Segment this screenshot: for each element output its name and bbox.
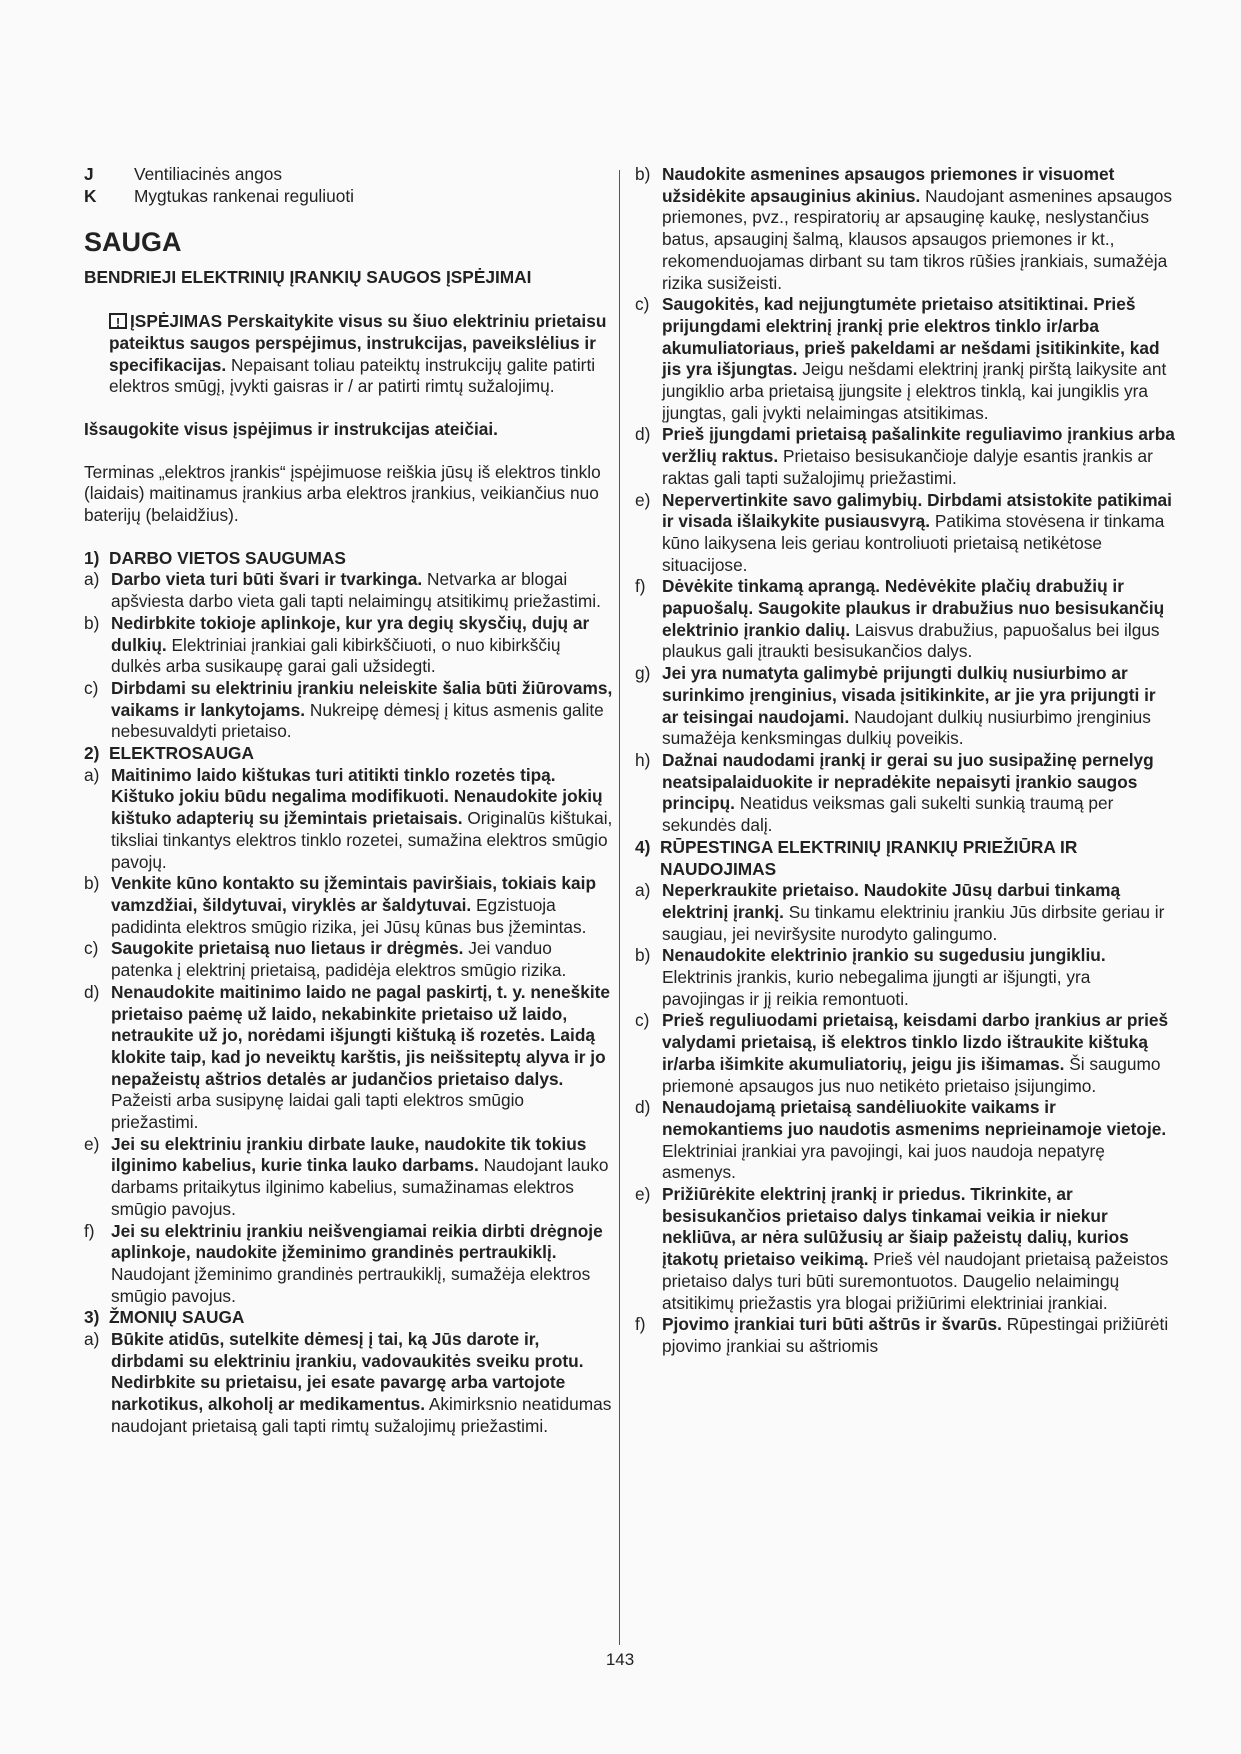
item-bold: Neperkraukite prietaiso. Naudokite Jūsų darbui tinkamą elektrinį įrankį. [662, 880, 1121, 922]
item-label: b) [635, 164, 651, 184]
item-text: Elektriniai įrankiai yra pavojingi, kai juos naudoja nepatyrę asmenys. [662, 1140, 1105, 1183]
legend-key: K [84, 185, 97, 206]
item-text: Jeigu nešdami elektrinį įrankį pirštą laikysite ant jungiklio arba prietaisą įjungsite į elektros tinklą, kai jungiklis yra įjungtas, gali įvykti nelaimingas atsitikimas. [662, 359, 1167, 423]
item-label: g) [635, 663, 651, 684]
list-item [635, 1314, 1175, 1357]
item-label: c) [635, 1010, 650, 1031]
list-item [635, 1184, 1175, 1314]
section-number: 2) [84, 743, 100, 764]
item-bold: Nedirbkite tokioje aplinkoje, kur yra degių skysčių, dujų ar dulkių. [111, 612, 590, 655]
item-text: Originalūs kištukai, tiksliai tinkantys elektros tinklo rozetei, sumažina elektros smūgio pavojų. [111, 808, 613, 872]
section-heading [635, 837, 1175, 880]
item-label: f) [635, 576, 646, 597]
item-bold: Pjovimo įrankiai turi būti aštrūs ir švarūs. [662, 1314, 1002, 1335]
item-text: Su tinkamu elektriniu įrankiu Jūs dirbsite geriau ir saugiau, jei neviršysite nurodyto galingumo. [662, 901, 1165, 944]
section-subtitle: BENDRIEJI ELEKTRINIŲ ĮRANKIŲ SAUGOS ĮSPĖJIMAI [84, 267, 532, 288]
legend-text: Mygtukas rankenai reguliuoti [134, 185, 354, 206]
item-bold: Maitinimo laido kištukas turi atitikti tinklo rozetės tipą. Kištuko jokiu būdu negalima modifikuoti. Nenaudokite jokių kištuko adapterių su įžemintais prietaisais. [111, 764, 603, 829]
item-text: Elektrinis įrankis, kurio nebegalima įjungti ar išjungti, yra pavojingas ir jį reikia remontuoti. [662, 967, 1091, 1009]
item-text: Prietaiso besisukančioje dalyje esantis įrankis ar raktas gali tapti sužalojimų priežastimi. [662, 446, 1153, 488]
list-item [84, 613, 614, 678]
item-bold: Prižiūrėkite elektrinį įrankį ir priedus. Tikrinkite, ar besisukančios prietaiso dalys tinkamai veikia ir niekur nekliūva, ar nėra sulūžusių ar šiaip pažeistų dalių, kurios įtakotų prietaiso veikimą. [662, 1184, 1129, 1270]
item-bold: Dėvėkite tinkamą aprangą. Nedėvėkite plačių drabužių ir papuošalų. Saugokite plaukus ir drabužius nuo besisukančių elektrinio įrankio dalių. [662, 576, 1165, 640]
item-label: a) [84, 1329, 100, 1350]
item-label: c) [84, 677, 99, 698]
list-item [84, 1329, 614, 1438]
list-item [635, 880, 1175, 945]
item-label: e) [635, 489, 651, 510]
list-item [635, 1010, 1175, 1097]
list-item [635, 294, 1175, 424]
item-text: Elektriniai įrankiai gali kibirkščiuoti, o nuo kibirkščių dulkės arba susikaupę garai gali užsidegti. [111, 634, 561, 677]
item-text: Pažeisti arba susipynę laidai gali tapti elektros smūgio priežastimi. [111, 1090, 525, 1133]
item-bold: Naudokite asmenines apsaugos priemones ir visuomet užsidėkite apsauginius akinius. [662, 164, 1115, 206]
item-bold: Venkite kūno kontakto su įžemintais paviršiais, tokiais kaip vamzdžiai, šildytuvai, viryklės ar šaldytuvai. [111, 873, 597, 915]
item-bold: Nenaudokite elektrinio įrankio su sugedusiu jungikliu. [662, 945, 1106, 966]
legend-key: J [84, 164, 94, 184]
list-item [84, 569, 614, 612]
section-heading-text: RŪPESTINGA ELEKTRINIŲ ĮRANKIŲ PRIEŽIŪRA IR NAUDOJIMAS [660, 836, 1078, 879]
item-label: b) [84, 873, 100, 894]
item-label: e) [84, 1133, 100, 1154]
item-label: d) [635, 424, 651, 445]
list-item [84, 1134, 614, 1221]
item-text: Netvarka ar blogai apšviesta darbo vieta gali tapti nelaimingų atsitikimų priežastimi. [111, 569, 601, 612]
item-label: b) [84, 612, 100, 633]
item-bold: Dirbdami su elektriniu įrankiu neleiskite šalia būti žiūrovams, vaikams ir lankytojams. [111, 677, 613, 720]
item-label: f) [635, 1314, 646, 1335]
item-label: b) [635, 945, 651, 966]
item-label: a) [84, 569, 100, 590]
page-number: 143 [605, 1650, 635, 1669]
item-label: c) [635, 294, 650, 315]
item-text: Naudojant įžeminimo grandinės pertraukiklį, sumažėja elektros smūgio pavojus. [111, 1263, 591, 1306]
item-text: Egzistuoja padidinta elektros smūgio rizika, jei Jūsų kūnas bus įžemintas. [111, 894, 587, 937]
item-label: d) [635, 1097, 651, 1118]
item-text: Prieš vėl naudojant prietaisą pažeistos prietaiso dalys turi būti suremontuotos. Daugelio nelaimingų atsitikimų priežastis yra blogai prižiūrimi elektriniai įrankiai. [662, 1249, 1169, 1313]
item-bold: Nenaudojamą prietaisą sandėliuokite vaikams ir nemokantiems juo naudotis asmenims neprieinamoje vietoje. [662, 1097, 1167, 1139]
list-item [635, 945, 1175, 1010]
list-item [84, 938, 614, 981]
warning-text: Nepaisant toliau pateiktų instrukcijų galite patirti elektros smūgį, įvykti gaisras ir / ar patirti rimtų sužalojimų. [109, 354, 596, 397]
list-item [84, 873, 614, 938]
section-title: SAUGA [84, 227, 182, 258]
list-item [635, 750, 1175, 837]
item-bold: Jei su elektriniu įrankiu neišvengiamai reikia dirbti drėgnoje aplinkoje, naudokite įžeminimo grandinės pertraukiklį. [111, 1220, 603, 1263]
section-heading-text: DARBO VIETOS SAUGUMAS [109, 547, 346, 568]
column-divider [619, 170, 620, 1645]
item-bold: Nenaudokite maitinimo laido ne pagal paskirtį, t. y. neneškite prietaiso paėmę už laido, nekabinkite prietaiso už laido, netraukite už jo, norėdami išjungti kištuką iš rozetės. Laidą klokite taip, kad jo neveiktų karštis, jis neišsiteptų alyva ir jo nepažeistų aštrios detalės ar judančios prietaiso dalys. [111, 981, 611, 1089]
list-item [84, 982, 614, 1134]
item-label: h) [635, 749, 651, 770]
item-bold: Nepervertinkite savo galimybių. Dirbdami atsistokite patikimai ir visada išlaikykite pusiausvyrą. [662, 489, 1172, 532]
section-number: 4) [635, 836, 651, 857]
item-bold: Darbo vieta turi būti švari ir tvarkinga. [111, 569, 423, 590]
section-number: 1) [84, 547, 100, 568]
item-label: a) [84, 764, 100, 785]
item-text: Naudojant asmenines apsaugos priemones, pvz., respiratorių ar apsauginę kaukę, neslystančius batus, apsauginį šalmą, klausos apsaugos priemones ir kt., rekomenduojamas dirbant su tam tikros rūšies įrankiais, sumažėja rizika susižeisti. [662, 185, 1173, 293]
right-column [635, 164, 1175, 1358]
list-item [84, 765, 614, 874]
list-item [84, 678, 614, 743]
term-note: Terminas „elektros įrankis“ įspėjimuose reiškia jūsų iš elektros tinklo (laidais) maitinamus įrankius arba elektros įrankius, veikiančius nuo baterijų (belaidžius). [84, 461, 601, 526]
item-label: c) [84, 938, 99, 959]
list-item [635, 663, 1175, 750]
legend-text: Ventiliacinės angos [134, 164, 282, 184]
item-text: Akimirksnio neatidumas naudojant prietaisą gali tapti rimtų sužalojimų priežastimi. [111, 1394, 612, 1436]
item-text: Naudojant dulkių nusiurbimo įrenginius sumažėja kenksmingas dulkių poveikis. [662, 706, 1151, 749]
warning-paragraph [84, 311, 614, 398]
section-heading [84, 743, 614, 765]
item-text: Nukreipę dėmesį į kitus asmenis galite nebesuvaldyti prietaiso. [111, 699, 604, 742]
item-text: Laisvus drabužius, papuošalus bei ilgus plaukus gali įtraukti besisukančios dalys. [662, 619, 1160, 662]
section-heading-text: ELEKTROSAUGA [109, 743, 254, 764]
item-bold: Būkite atidūs, sutelkite dėmesį į tai, ką Jūs darote ir, dirbdami su elektriniu įrankiu, vadovaukitės sveiku protu. Nedirbkite su prietaisu, jei esate pavargę arba vartojote narkotikus, alkoholį ar medikamentus. [111, 1329, 584, 1415]
item-bold: Prieš reguliuodami prietaisą, keisdami darbo įrankius ar prieš valydami prietaisą, iš elektros tinklo lizdo ištraukite kištuką ir/arba išimkite akumuliatorių, jeigu jis išimamas. [662, 1010, 1169, 1074]
item-text: Jei vanduo patenka į elektrinį prietaisą, padidėja elektros smūgio rizika. [111, 938, 567, 981]
list-item [635, 1097, 1175, 1184]
warning-icon [109, 313, 127, 329]
section-number: 3) [84, 1307, 100, 1328]
keep-notice: Išsaugokite visus įspėjimus ir instrukcijas ateičiai. [84, 418, 498, 439]
item-label: f) [84, 1220, 95, 1241]
list-item [635, 424, 1175, 489]
section-heading [84, 548, 614, 570]
left-column [84, 164, 614, 1438]
list-item [635, 576, 1175, 663]
item-text: Patikima stovėsena ir tinkama kūno laikysena leis geriau kontroliuoti prietaisą netikėtose situacijose. [662, 511, 1165, 575]
item-label: a) [635, 880, 651, 901]
list-item [635, 164, 1175, 294]
section-heading-text: ŽMONIŲ SAUGA [109, 1307, 245, 1328]
item-label: d) [84, 981, 100, 1002]
list-item [635, 490, 1175, 577]
item-bold: Saugokite prietaisą nuo lietaus ir drėgmės. [111, 938, 464, 959]
legend-row [84, 164, 614, 186]
item-label: e) [635, 1184, 651, 1205]
item-bold: Jei su elektriniu įrankiu dirbate lauke, naudokite tik tokius ilginimo kabelius, kurie tinka lauko darbams. [111, 1133, 587, 1176]
item-text: Ši saugumo priemonė apsaugos jus nuo netikėto prietaiso įsijungimo. [662, 1053, 1161, 1096]
list-item [84, 1221, 614, 1308]
item-bold: Dažnai naudodami įrankį ir gerai su juo susipažinę pernelyg neatsipalaiduokite ir nepradėkite nepaisyti įrankio saugos principų. [662, 749, 1154, 814]
item-bold: Prieš įjungdami prietaisą pašalinkite reguliavimo įrankius arba veržlių raktus. [662, 424, 1175, 467]
legend-row [84, 186, 614, 208]
warning-bold: ĮSPĖJIMAS Perskaitykite visus su šiuo elektriniu prietaisu pateiktus saugos perspėjimus, instrukcijas, paveikslėlius ir specifikacijas. [109, 311, 607, 375]
item-text: Neatidus veiksmas gali sukelti sunkią traumą per sekundės dalį. [662, 793, 1114, 836]
item-text: Rūpestingai prižiūrėti pjovimo įrankiai su aštriomis [662, 1314, 1169, 1356]
item-bold: Saugokitės, kad neįjungtumėte prietaiso atsitiktinai. Prieš prijungdami elektrinį įrankį prie elektros tinklo ir/arba akumuliatoriaus, prieš pakeldami ar nešdami įsitikinkite, kad jis yra išjungtas. [662, 294, 1160, 380]
item-bold: Jei yra numatyta galimybė prijungti dulkių nusiurbimo ar surinkimo įrenginius, visada įsitikinkite, ar jie yra prijungti ir ar teisingai naudojami. [662, 663, 1156, 727]
item-text: Naudojant lauko darbams pritaikytus ilginimo kabelius, sumažinamas elektros smūgio pavojus. [111, 1155, 609, 1219]
section-heading [84, 1307, 614, 1329]
